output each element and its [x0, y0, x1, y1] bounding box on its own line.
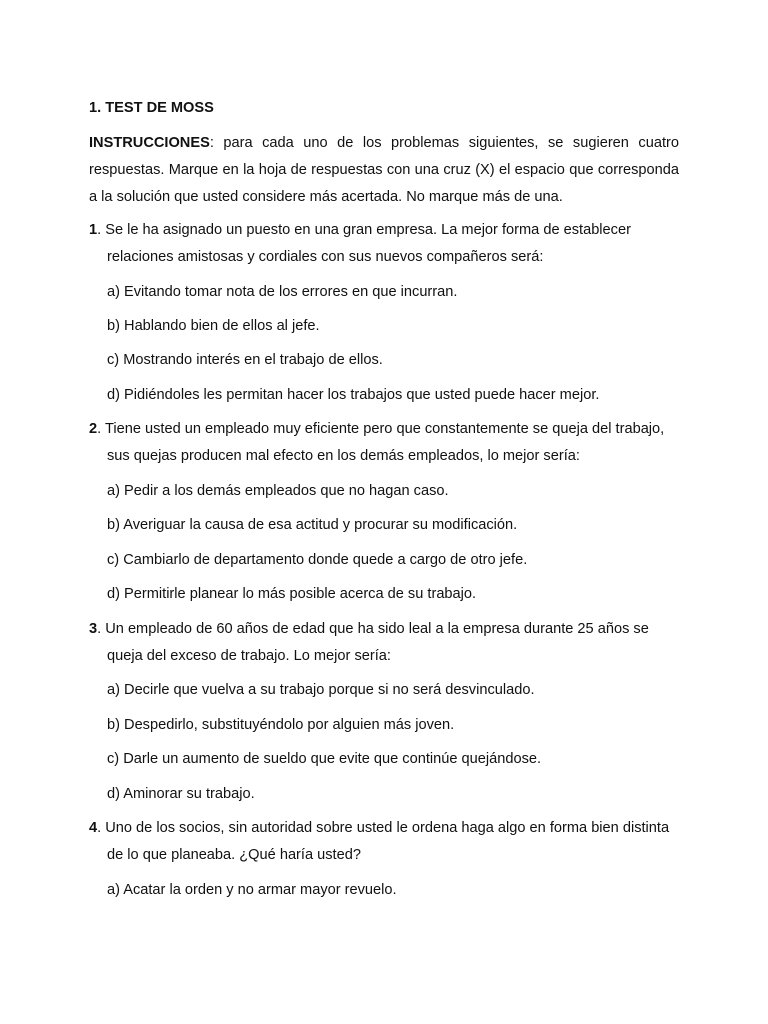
question-3-option-d: d) Aminorar su trabajo.	[107, 786, 255, 802]
question-number: 2	[89, 421, 98, 437]
question-3-option-c: c) Darle un aumento de sueldo que evite que continúe quejándose.	[107, 751, 542, 767]
question-3-option-a: a) Decirle que vuelva a su trabajo porque si no será desvinculado.	[107, 682, 535, 698]
question-1	[89, 217, 679, 271]
question-number: 4	[89, 820, 98, 836]
question-text: . Tiene usted un empleado muy eficiente pero que constantemente se queja del trabajo, sus quejas producen mal efecto en los demás empleados, lo mejor sería:	[97, 421, 665, 464]
question-text: . Uno de los socios, sin autoridad sobre usted le ordena haga algo en forma bien distinta de lo que planeaba. ¿Qué haría usted?	[97, 820, 670, 863]
question-4-option-a: a) Acatar la orden y no armar mayor revuelo.	[107, 882, 397, 898]
question-3	[89, 616, 679, 670]
question-2-stem	[89, 416, 679, 470]
question-number: 3	[89, 621, 98, 637]
question-number: 1	[89, 222, 98, 238]
question-4-stem	[89, 815, 679, 869]
instructions-label: INSTRUCCIONES	[89, 135, 210, 151]
question-2-option-a: a) Pedir a los demás empleados que no hagan caso.	[107, 483, 449, 499]
question-2	[89, 416, 679, 470]
question-1-stem	[89, 217, 679, 271]
instructions-paragraph	[89, 130, 679, 211]
question-1-option-c: c) Mostrando interés en el trabajo de ellos.	[107, 352, 383, 368]
question-2-option-c: c) Cambiarlo de departamento donde quede a cargo de otro jefe.	[107, 552, 528, 568]
question-1-option-a: a) Evitando tomar nota de los errores en que incurran.	[107, 284, 458, 300]
question-2-option-b: b) Averiguar la causa de esa actitud y procurar su modificación.	[107, 517, 518, 533]
question-1-option-b: b) Hablando bien de ellos al jefe.	[107, 318, 320, 334]
question-text: . Un empleado de 60 años de edad que ha sido leal a la empresa durante 25 años se queja del exceso de trabajo. Lo mejor sería:	[97, 621, 649, 664]
question-2-option-d: d) Permitirle planear lo más posible acerca de su trabajo.	[107, 586, 477, 602]
question-1-option-d: d) Pidiéndoles les permitan hacer los trabajos que usted puede hacer mejor.	[107, 387, 600, 403]
question-3-option-b: b) Despedirlo, substituyéndolo por alguien más joven.	[107, 717, 455, 733]
document-title: 1. TEST DE MOSS	[89, 100, 214, 116]
question-text: . Se le ha asignado un puesto en una gran empresa. La mejor forma de establecer relaciones amistosas y cordiales con sus nuevos compañeros será:	[97, 222, 631, 265]
instructions-text: : para cada uno de los problemas siguientes, se sugieren cuatro respuestas. Marque en la hoja de respuestas con una cruz (X) el espacio que corresponda a la solución que usted considere más acertada. No marque más de una.	[89, 135, 679, 205]
question-3-stem	[89, 616, 679, 670]
question-4	[89, 815, 679, 869]
